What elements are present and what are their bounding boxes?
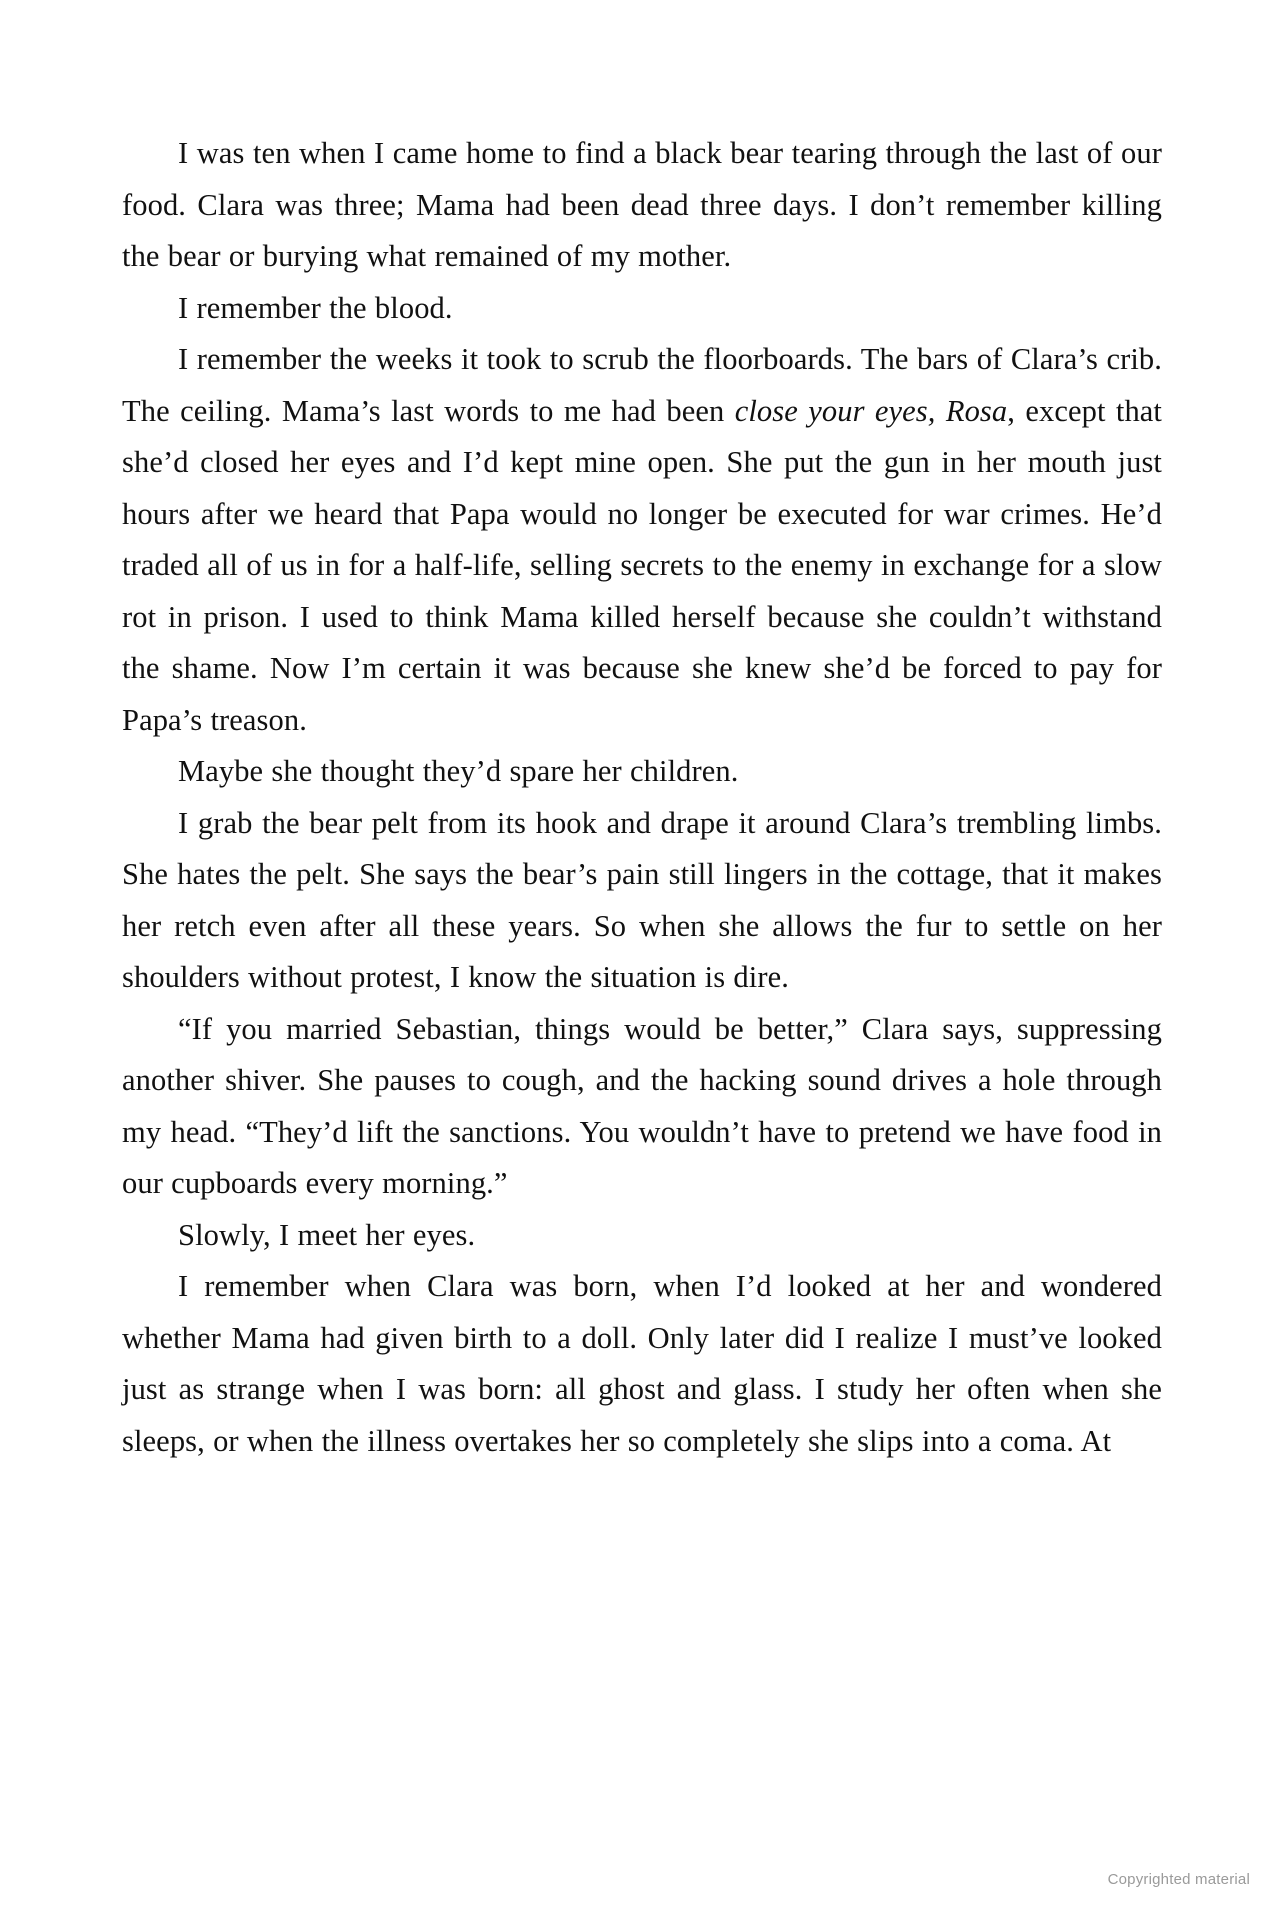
body-text-column — [122, 128, 1162, 1467]
paragraph — [122, 334, 1162, 746]
paragraph-segment: I remember the weeks it took to scrub the floorboards. The bars of Clara’s crib. The ceiling. Mama’s last words to me had been — [122, 342, 1162, 428]
paragraph: “If you married Sebastian, things would be better,” Clara says, suppressing another shiver. She pauses to cough, and the hacking sound drives a hole through my head. “They’d lift the sanctions. You wouldn’t have to pretend we have food in our cupboards every morning.” — [122, 1011, 1162, 1200]
paragraph: I remember when Clara was born, when I’d looked at her and wondered whether Mama had given birth to a doll. Only later did I realize I must’ve looked just as strange when I was born: all ghost and glass. I study her often when she sleeps, or when the illness overtakes her so completely she slips into a coma. At — [122, 1269, 1162, 1458]
copyright-notice: Copyrighted material — [1107, 1871, 1250, 1888]
paragraph: I grab the bear pelt from its hook and drape it around Clara’s trembling limbs. She hates the pelt. She says the bear’s pain still lingers in the cottage, that it makes her retch even after all these years. So when she allows the fur to settle on her shoulders without protest, I know the situation is dire. — [122, 805, 1162, 994]
paragraph: Slowly, I meet her eyes. — [178, 1217, 476, 1252]
emphasis-text: close your eyes, Rosa — [734, 393, 1008, 428]
paragraph-segment: , except that she’d closed her eyes and I’d kept mine open. She put the gun in her mouth just hours after we heard that Papa would no longer be executed for war crimes. He’d traded all of us in for a half-life, selling secrets to the enemy in exchange for a slow rot in prison. I used to think Mama killed herself because she couldn’t withstand the shame. Now I’m certain it was because she knew she’d be forced to pay for Papa’s treason. — [122, 393, 1163, 737]
paragraph: I was ten when I came home to find a black bear tearing through the last of our food. Clara was three; Mama had been dead three days. I don’t remember killing the bear or burying what remained of my mother. — [122, 136, 1162, 273]
paragraph: I remember the blood. — [178, 290, 453, 325]
paragraph: Maybe she thought they’d spare her children. — [178, 754, 739, 788]
